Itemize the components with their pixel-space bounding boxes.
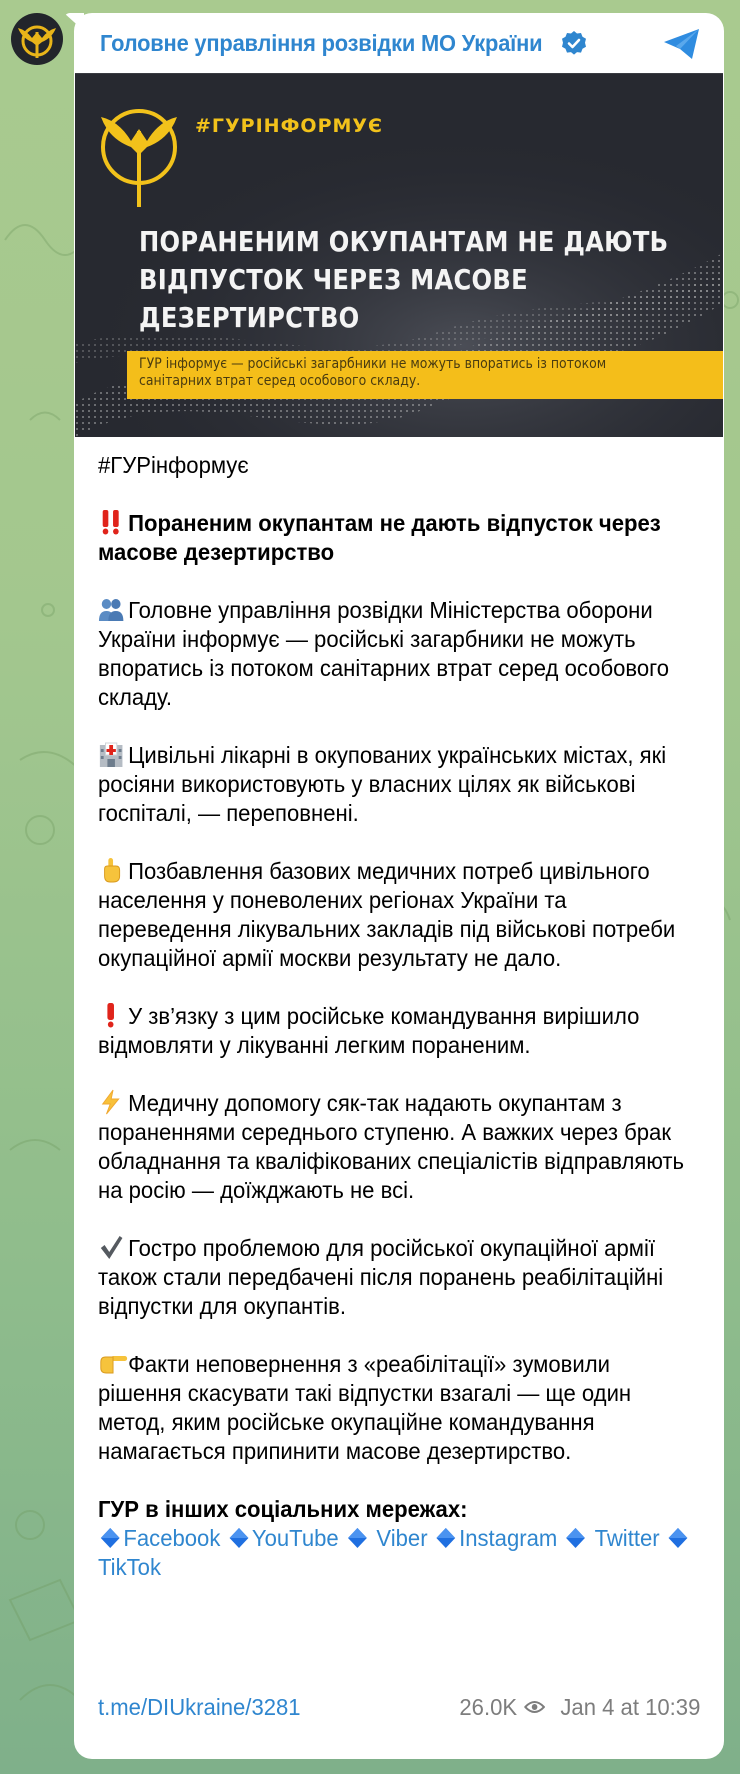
paragraph-text: Факти неповернення з «реабілітації» зумовили рішення скасувати такі відпустки взагалі — ще один метод, яким російське окупаційне командування намагається припинити масове дезертирство. bbox=[98, 1351, 632, 1464]
pointing-up-icon bbox=[98, 857, 124, 883]
paragraph bbox=[98, 1234, 700, 1321]
blue-diamond-icon bbox=[565, 1527, 586, 1549]
telegram-share-icon[interactable] bbox=[662, 27, 702, 61]
blue-diamond-icon bbox=[668, 1527, 689, 1549]
image-headline bbox=[139, 223, 702, 337]
blue-diamond-icon bbox=[347, 1527, 368, 1549]
image-headline-line: ДЕЗЕРТИРСТВО bbox=[139, 302, 360, 334]
blue-diamond-icon bbox=[100, 1527, 121, 1549]
twitter-link[interactable]: Twitter bbox=[594, 1525, 660, 1551]
image-yellow-strip bbox=[127, 351, 723, 399]
view-count: 26.0K bbox=[459, 1693, 517, 1720]
post-title-text: Пораненим окупантам не дають відпусток через масове дезертирство bbox=[98, 510, 661, 565]
hashtag-link[interactable]: #ГУРінформує bbox=[98, 452, 249, 478]
checkmark-icon bbox=[98, 1234, 124, 1260]
paragraph-text: Медичну допомогу сяк-так надають окупантам з пораненнями середнього ступеню. А важких через брак обладнання та кваліфікованих спеціалістів відправляють на росію — доїжджають не всі. bbox=[98, 1090, 685, 1203]
message-text bbox=[74, 437, 724, 1582]
exclamation-icon bbox=[98, 1002, 124, 1028]
blue-diamond-icon bbox=[228, 1527, 249, 1549]
image-headline-line: ВІДПУСТОК ЧЕРЕЗ МАСОВЕ bbox=[139, 264, 528, 296]
blue-diamond-icon bbox=[436, 1527, 457, 1549]
paragraph bbox=[98, 596, 700, 712]
paragraph bbox=[98, 1002, 700, 1060]
lightning-icon bbox=[98, 1089, 124, 1115]
message-footer bbox=[98, 1691, 700, 1723]
paragraph-text: Головне управління розвідки Міністерства оборони України інформує — російські загарбники не можуть впоратись із потоком санітарних втрат серед особового складу. bbox=[98, 597, 670, 710]
message-bubble bbox=[74, 13, 724, 1759]
paragraph bbox=[98, 741, 700, 828]
paragraph-text: Гостро проблемою для російської окупаційної армії також стали передбачені після поранень реабілітаційні відпустки для окупантів. bbox=[98, 1235, 664, 1319]
tiktok-link[interactable]: TikTok bbox=[98, 1554, 162, 1580]
image-hashtag: #ГУРІНФОРМУЄ bbox=[195, 115, 383, 137]
pointing-right-icon bbox=[98, 1350, 124, 1376]
viber-link[interactable]: Viber bbox=[376, 1525, 428, 1551]
paragraph-text: Цивільні лікарні в окупованих українських містах, які росіяни використовують у власних цілях як військові госпіталі, — переповнені. bbox=[98, 742, 667, 826]
gur-emblem-icon bbox=[14, 16, 60, 62]
channel-avatar[interactable] bbox=[11, 13, 63, 65]
facebook-link[interactable]: Facebook bbox=[123, 1525, 221, 1551]
paragraph bbox=[98, 1350, 700, 1466]
two-people-icon bbox=[98, 596, 124, 622]
image-strip-line: ГУР інформує — російські загарбники не можуть впоратись із потоком bbox=[139, 356, 607, 372]
hospital-icon bbox=[98, 741, 124, 767]
eye-icon bbox=[524, 1699, 545, 1715]
channel-name-link[interactable]: Головне управління розвідки МО України bbox=[100, 29, 543, 56]
instagram-link[interactable]: Instagram bbox=[459, 1525, 558, 1551]
post-hashtag[interactable] bbox=[98, 451, 700, 480]
post-permalink[interactable]: t.me/DIUkraine/3281 bbox=[98, 1693, 301, 1720]
post-title bbox=[98, 509, 700, 567]
post-image[interactable] bbox=[75, 73, 723, 437]
image-strip-line: санітарних втрат серед особового складу. bbox=[139, 373, 421, 389]
image-headline-line: ПОРАНЕНИМ ОКУПАНТАМ НЕ ДАЮТЬ bbox=[139, 226, 669, 258]
paragraph-text: У зв’язку з цим російське командування вирішило відмовляти у лікуванні легким пораненим. bbox=[98, 1003, 640, 1058]
verified-badge-icon bbox=[560, 29, 588, 57]
social-heading: ГУР в інших соціальних мережах: bbox=[98, 1496, 468, 1522]
message-header bbox=[74, 13, 724, 73]
youtube-link[interactable]: YouTube bbox=[251, 1525, 339, 1551]
paragraph bbox=[98, 1089, 700, 1205]
social-links bbox=[98, 1524, 700, 1582]
paragraph-text: Позбавлення базових медичних потреб цивільного населення у поневолених регіонах України та переведення лікувальних закладів під військові потреби окупаційної армії москви результату не дало. bbox=[98, 858, 676, 971]
double-exclamation-icon bbox=[98, 509, 124, 535]
image-strip-text bbox=[139, 356, 707, 390]
message-timestamp: Jan 4 at 10:39 bbox=[559, 1693, 700, 1720]
paragraph bbox=[98, 857, 700, 973]
message-meta bbox=[459, 1694, 700, 1721]
